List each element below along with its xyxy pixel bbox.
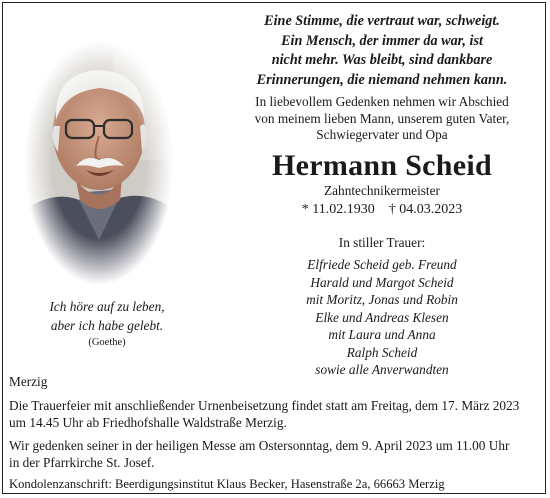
mass-line: Wir gedenken seiner in der heiligen Messe am Ostersonntag, dem 9. April 2023 um 11.00 Uhr — [9, 438, 510, 453]
poem-line: Ein Mensch, der immer da war, ist — [281, 32, 483, 49]
poem-line: nicht mehr. Was bleibt, sind dankbare — [271, 52, 493, 68]
intro-line: von meinem lieben Mann, unserem guten Vater, — [254, 110, 510, 126]
mourners-list — [232, 256, 532, 379]
quote-author: (Goethe) — [88, 337, 126, 348]
mourning-title: In stiller Trauer: — [338, 235, 426, 250]
goethe-quote — [22, 298, 192, 335]
quote-line: Ich höre auf zu leben, — [49, 299, 165, 314]
funeral-line: um 14.45 Uhr ab Friedhofshalle Waldstraße Merzig. — [9, 414, 287, 430]
mourner-line: sowie alle Anverwandten — [315, 362, 449, 377]
farewell-intro — [232, 94, 532, 144]
funeral-line: Die Trauerfeier mit anschließender Urnenbeisetzung findet statt am Freitag, dem 17. März 2023 — [9, 398, 520, 413]
mourner-line: Ralph Scheid — [346, 344, 418, 360]
mass-info — [9, 438, 541, 471]
place-name: Merzig — [9, 374, 48, 389]
deceased-profession: Zahntechnikermeister — [324, 183, 440, 198]
birth-date: * 11.02.1930 — [301, 202, 375, 217]
mourner-line: Elke und Andreas Klesen — [315, 309, 449, 325]
mourner-line: Elfriede Scheid geb. Freund — [307, 257, 457, 272]
quote-line: aber ich habe gelebt. — [50, 317, 164, 333]
mourner-line: Harald und Margot Scheid — [310, 274, 454, 290]
intro-line: In liebevollem Gedenken nehmen wir Abschied — [255, 94, 509, 109]
mourner-line: mit Moritz, Jonas und Robin — [306, 292, 458, 307]
funeral-info — [9, 398, 541, 431]
memorial-poem — [232, 12, 532, 90]
mourner-line: mit Laura und Anna — [328, 327, 436, 342]
life-dates — [232, 201, 532, 218]
portrait-photo — [24, 40, 174, 285]
poem-line: Erinnerungen, die niemand nehmen kann. — [256, 71, 508, 88]
condolence-address: Kondolenzanschrift: Beerdigungsinstitut Klaus Becker, Hasenstraße 2a, 66663 Merzig — [9, 477, 445, 491]
poem-line: Eine Stimme, die vertraut war, schweigt. — [264, 13, 500, 29]
death-date: † 04.03.2023 — [388, 202, 463, 217]
mass-line: in der Pfarrkirche St. Josef. — [9, 454, 155, 470]
deceased-name: Hermann Scheid — [271, 149, 493, 182]
intro-line: Schwiegervater und Opa — [316, 127, 448, 142]
